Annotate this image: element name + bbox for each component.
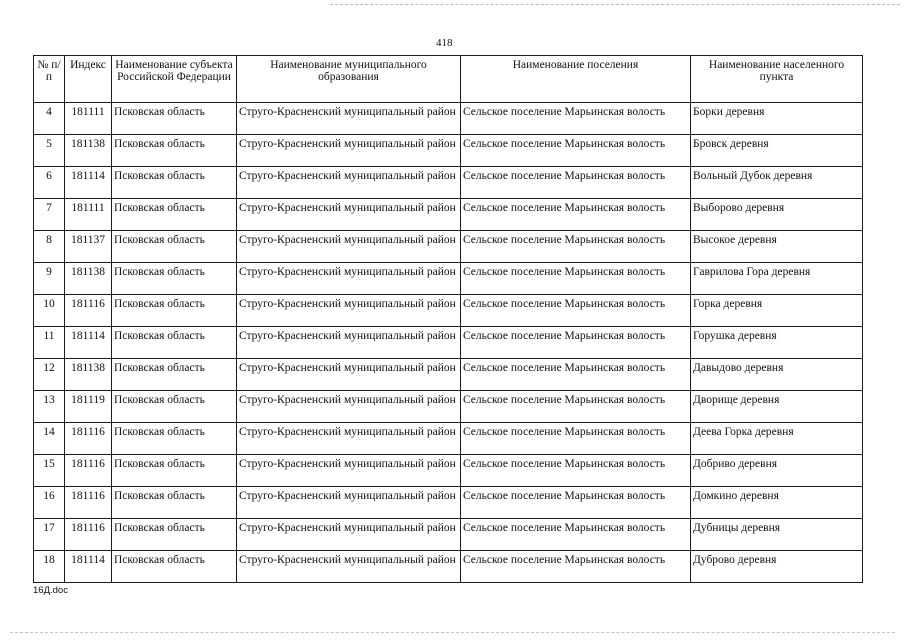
cell-municipality: Струго-Красненский муниципальный район bbox=[237, 103, 461, 135]
cell-settlement: Сельское поселение Марьинская волость bbox=[461, 455, 691, 487]
cell-municipality: Струго-Красненский муниципальный район bbox=[237, 359, 461, 391]
cell-settlement: Сельское поселение Марьинская волость bbox=[461, 551, 691, 583]
cell-municipality: Струго-Красненский муниципальный район bbox=[237, 295, 461, 327]
cell-subject: Псковская область bbox=[112, 263, 237, 295]
cell-num: 17 bbox=[34, 519, 65, 551]
cell-num: 5 bbox=[34, 135, 65, 167]
cell-subject: Псковская область bbox=[112, 391, 237, 423]
table-row bbox=[34, 455, 863, 487]
cell-subject: Псковская область bbox=[112, 423, 237, 455]
cell-locality: Давыдово деревня bbox=[691, 359, 863, 391]
cell-municipality: Струго-Красненский муниципальный район bbox=[237, 263, 461, 295]
cell-settlement: Сельское поселение Марьинская волость bbox=[461, 199, 691, 231]
cell-index: 181116 bbox=[65, 487, 112, 519]
table-row bbox=[34, 551, 863, 583]
cell-locality: Гаврилова Гора деревня bbox=[691, 263, 863, 295]
table-row bbox=[34, 295, 863, 327]
cell-locality: Бровск деревня bbox=[691, 135, 863, 167]
cell-locality: Дуброво деревня bbox=[691, 551, 863, 583]
cell-num: 6 bbox=[34, 167, 65, 199]
cell-municipality: Струго-Красненский муниципальный район bbox=[237, 391, 461, 423]
cell-locality: Дубницы деревня bbox=[691, 519, 863, 551]
cell-num: 9 bbox=[34, 263, 65, 295]
cell-settlement: Сельское поселение Марьинская волость bbox=[461, 327, 691, 359]
cell-municipality: Струго-Красненский муниципальный район bbox=[237, 423, 461, 455]
cell-num: 4 bbox=[34, 103, 65, 135]
cell-settlement: Сельское поселение Марьинская волость bbox=[461, 135, 691, 167]
cell-index: 181138 bbox=[65, 359, 112, 391]
cell-municipality: Струго-Красненский муниципальный район bbox=[237, 487, 461, 519]
cell-settlement: Сельское поселение Марьинская волость bbox=[461, 359, 691, 391]
table-row bbox=[34, 263, 863, 295]
cell-settlement: Сельское поселение Марьинская волость bbox=[461, 295, 691, 327]
cell-locality: Вольный Дубок деревня bbox=[691, 167, 863, 199]
cell-settlement: Сельское поселение Марьинская волость bbox=[461, 167, 691, 199]
cell-settlement: Сельское поселение Марьинская волость bbox=[461, 231, 691, 263]
cell-subject: Псковская область bbox=[112, 103, 237, 135]
cell-municipality: Струго-Красненский муниципальный район bbox=[237, 519, 461, 551]
table-header-row bbox=[34, 56, 863, 103]
cell-index: 181114 bbox=[65, 551, 112, 583]
cell-locality: Высокое деревня bbox=[691, 231, 863, 263]
cell-num: 10 bbox=[34, 295, 65, 327]
cell-locality: Деева Горка деревня bbox=[691, 423, 863, 455]
table-row bbox=[34, 519, 863, 551]
cell-index: 181116 bbox=[65, 295, 112, 327]
cell-municipality: Струго-Красненский муниципальный район bbox=[237, 551, 461, 583]
cell-num: 7 bbox=[34, 199, 65, 231]
table-row bbox=[34, 327, 863, 359]
table-row bbox=[34, 135, 863, 167]
cell-locality: Добриво деревня bbox=[691, 455, 863, 487]
table-body bbox=[34, 103, 863, 583]
cell-subject: Псковская область bbox=[112, 231, 237, 263]
cell-index: 181116 bbox=[65, 455, 112, 487]
cell-municipality: Струго-Красненский муниципальный район bbox=[237, 231, 461, 263]
cell-municipality: Струго-Красненский муниципальный район bbox=[237, 327, 461, 359]
cell-index: 181114 bbox=[65, 327, 112, 359]
cell-settlement: Сельское поселение Марьинская волость bbox=[461, 423, 691, 455]
header-index: Индекс bbox=[65, 56, 112, 103]
cell-municipality: Струго-Красненский муниципальный район bbox=[237, 135, 461, 167]
cell-index: 181138 bbox=[65, 263, 112, 295]
table-row bbox=[34, 391, 863, 423]
cell-settlement: Сельское поселение Марьинская волость bbox=[461, 103, 691, 135]
settlements-table bbox=[33, 55, 863, 583]
cell-settlement: Сельское поселение Марьинская волость bbox=[461, 263, 691, 295]
cell-subject: Псковская область bbox=[112, 167, 237, 199]
cell-index: 181119 bbox=[65, 391, 112, 423]
table-row bbox=[34, 423, 863, 455]
cell-locality: Домкино деревня bbox=[691, 487, 863, 519]
table-row bbox=[34, 231, 863, 263]
table-row bbox=[34, 359, 863, 391]
cell-index: 181116 bbox=[65, 423, 112, 455]
cell-subject: Псковская область bbox=[112, 455, 237, 487]
cell-locality: Горка деревня bbox=[691, 295, 863, 327]
cell-subject: Псковская область bbox=[112, 327, 237, 359]
cell-num: 14 bbox=[34, 423, 65, 455]
cell-num: 18 bbox=[34, 551, 65, 583]
header-num: № п/п bbox=[34, 56, 65, 103]
cell-index: 181114 bbox=[65, 167, 112, 199]
cell-municipality: Струго-Красненский муниципальный район bbox=[237, 167, 461, 199]
cell-locality: Выборово деревня bbox=[691, 199, 863, 231]
table-row bbox=[34, 199, 863, 231]
scan-edge-top bbox=[330, 4, 900, 5]
header-settlement: Наименование поселения bbox=[461, 56, 691, 103]
cell-settlement: Сельское поселение Марьинская волость bbox=[461, 391, 691, 423]
page-number: 418 bbox=[436, 37, 453, 49]
footer-filename: 16Д.doc bbox=[33, 585, 68, 596]
cell-index: 181111 bbox=[65, 103, 112, 135]
cell-num: 8 bbox=[34, 231, 65, 263]
cell-locality: Горушка деревня bbox=[691, 327, 863, 359]
cell-subject: Псковская область bbox=[112, 135, 237, 167]
header-municipality: Наименование муниципального образования bbox=[237, 56, 461, 103]
cell-municipality: Струго-Красненский муниципальный район bbox=[237, 455, 461, 487]
cell-subject: Псковская область bbox=[112, 487, 237, 519]
cell-subject: Псковская область bbox=[112, 519, 237, 551]
cell-locality: Дворище деревня bbox=[691, 391, 863, 423]
cell-index: 181116 bbox=[65, 519, 112, 551]
cell-settlement: Сельское поселение Марьинская волость bbox=[461, 487, 691, 519]
header-locality: Наименование населенного пункта bbox=[691, 56, 863, 103]
cell-subject: Псковская область bbox=[112, 359, 237, 391]
cell-settlement: Сельское поселение Марьинская волость bbox=[461, 519, 691, 551]
cell-num: 16 bbox=[34, 487, 65, 519]
cell-subject: Псковская область bbox=[112, 295, 237, 327]
header-subject: Наименование субъекта Российской Федерации bbox=[112, 56, 237, 103]
cell-locality: Борки деревня bbox=[691, 103, 863, 135]
scan-edge-bottom bbox=[10, 632, 895, 633]
cell-municipality: Струго-Красненский муниципальный район bbox=[237, 199, 461, 231]
cell-num: 11 bbox=[34, 327, 65, 359]
cell-index: 181137 bbox=[65, 231, 112, 263]
cell-index: 181138 bbox=[65, 135, 112, 167]
cell-num: 12 bbox=[34, 359, 65, 391]
table-row bbox=[34, 103, 863, 135]
cell-subject: Псковская область bbox=[112, 551, 237, 583]
cell-subject: Псковская область bbox=[112, 199, 237, 231]
cell-num: 15 bbox=[34, 455, 65, 487]
table-row bbox=[34, 167, 863, 199]
cell-num: 13 bbox=[34, 391, 65, 423]
table-row bbox=[34, 487, 863, 519]
cell-index: 181111 bbox=[65, 199, 112, 231]
